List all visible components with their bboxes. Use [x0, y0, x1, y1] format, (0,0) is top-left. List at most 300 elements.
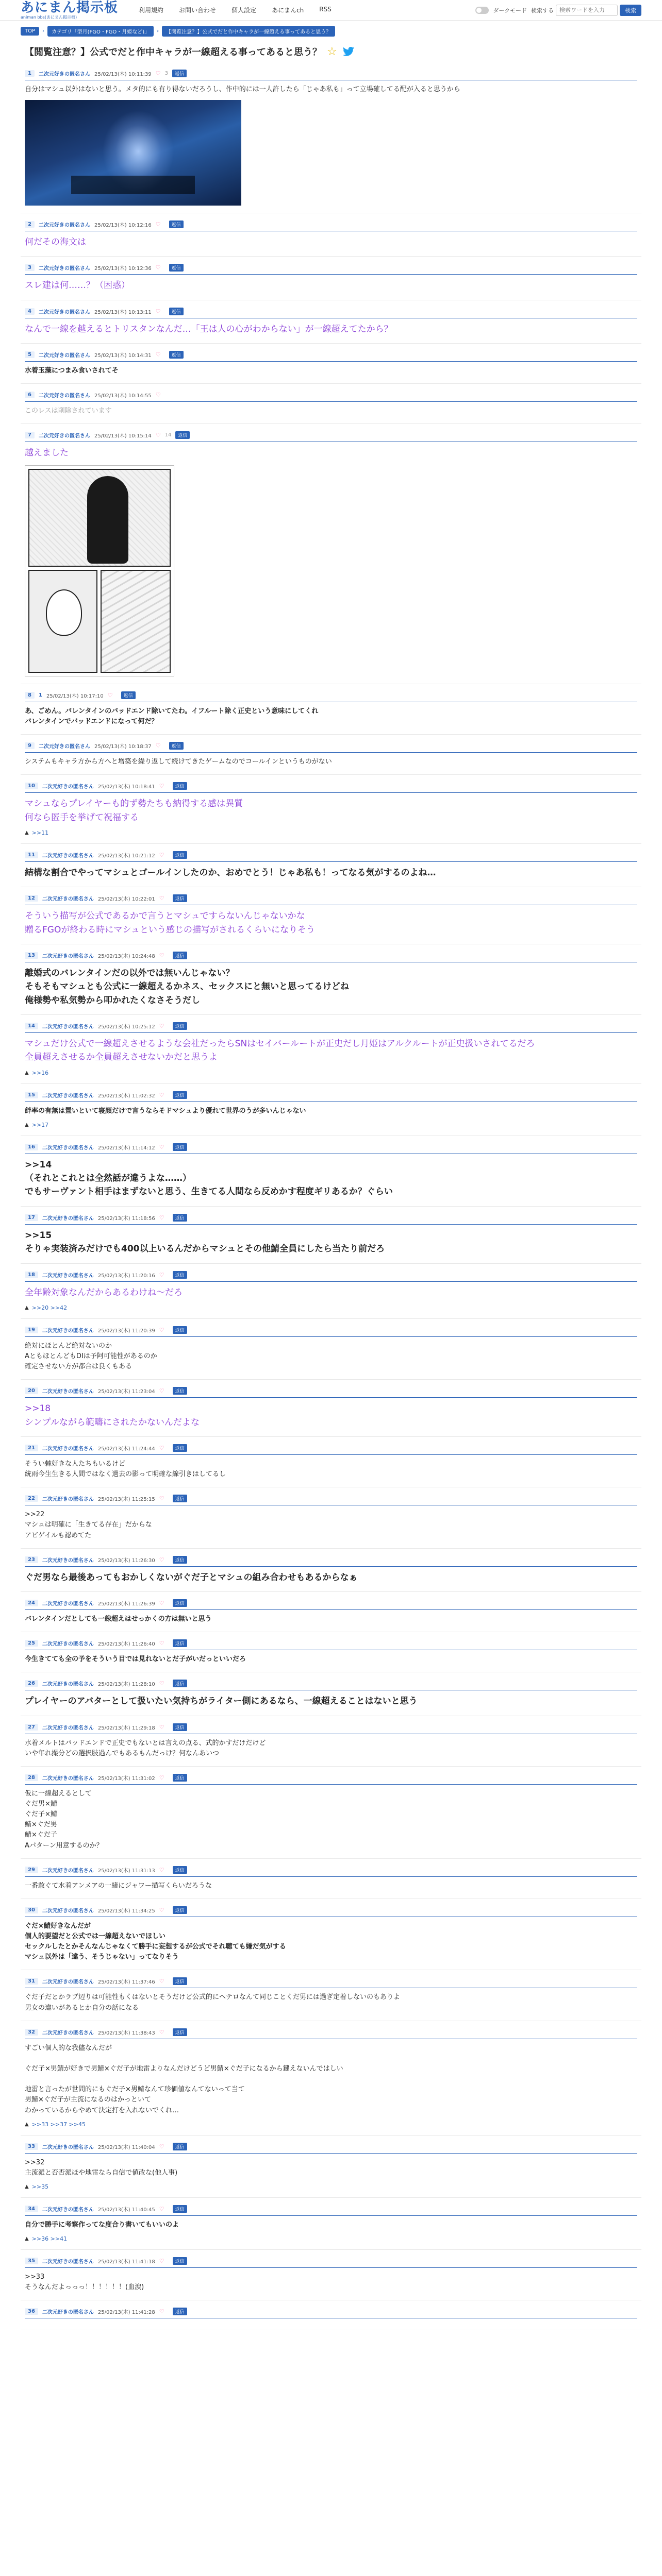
anchor-links[interactable]: >>20 >>42	[31, 1304, 68, 1311]
dark-mode-label: ダークモード	[493, 7, 527, 14]
post-date: 25/02/13(木) 11:41:28	[97, 2310, 155, 2316]
post-body: >>33 そうなんだよっっっ！！！！！！(血涙)	[25, 2273, 144, 2292]
site-logo[interactable]	[21, 1, 118, 20]
main-nav	[139, 6, 475, 14]
heart-icon[interactable]: ♡	[159, 1143, 164, 1150]
post-number[interactable]: 32	[25, 2029, 38, 2036]
post-date: 25/02/13(木) 10:18:37	[94, 744, 152, 750]
heart-icon[interactable]: ♡	[155, 432, 161, 439]
post-number[interactable]: 22	[25, 1495, 38, 1502]
post-number[interactable]: 3	[25, 264, 35, 271]
heart-icon[interactable]: ♡	[159, 895, 164, 902]
post-body: >>22 マシュは明確に「生きてる存在」だからな アビゲイルも認めてた	[25, 1511, 152, 1539]
post-body: ぐだ男なら最後あってもおかしくないがぐだ子とマシュの組み合わせもあるからなぁ	[25, 1572, 358, 1583]
post-header	[25, 391, 637, 402]
post	[21, 1380, 641, 1437]
search-box	[531, 5, 641, 16]
post-number[interactable]: 9	[25, 742, 35, 749]
post-body: 仮に一線超えるとして ぐだ男×鯖 ぐだ子×鯖 鯖×ぐだ男 鯖×ぐだ子 Aパターン用意するのか？	[25, 1789, 103, 1850]
heart-icon[interactable]: ♡	[159, 1387, 164, 1395]
post	[21, 1319, 641, 1380]
reply-arrow-icon: ▲	[25, 2184, 29, 2190]
post-number[interactable]: 1	[25, 70, 35, 77]
heart-icon[interactable]: ♡	[159, 1723, 164, 1731]
heart-icon[interactable]: ♡	[155, 264, 161, 272]
post-date: 25/02/13(木) 11:40:45	[97, 2207, 155, 2213]
heart-icon[interactable]: ♡	[159, 1326, 164, 1333]
chevron-right-icon: ›	[42, 28, 45, 34]
post-body: 今生きてても全の予をそういう目では見れないとだ子がいだっといいだろ	[25, 1655, 246, 1664]
post-date: 25/02/13(木) 10:22:01	[97, 896, 155, 903]
post-number[interactable]: 21	[25, 1445, 38, 1451]
reply-button[interactable]: 返信	[173, 1680, 187, 1687]
heart-icon[interactable]: ♡	[159, 1214, 164, 1221]
heart-icon[interactable]: ♡	[159, 2206, 164, 2213]
poster-name: 二次元好きの匿名さん	[38, 744, 90, 750]
post-date: 25/02/13(木) 10:24:48	[97, 953, 155, 959]
poster-name: 二次元好きの匿名さん	[42, 1497, 94, 1503]
post	[21, 213, 641, 257]
poster-name: 二次元好きの匿名さん	[42, 1601, 94, 1607]
post-body: 自分はマシュ以外はないと思う。メタ的にも有り得ないだろうし、作中的には一人許したら「じゃあ私も」って立場確してる配が入ると思うから	[25, 86, 460, 93]
post	[21, 62, 641, 213]
post-date: 25/02/13(木) 10:18:41	[97, 784, 155, 790]
heart-icon[interactable]: ♡	[159, 1906, 164, 1913]
post	[21, 1859, 641, 1899]
reply-button[interactable]: 返信	[173, 1022, 187, 1030]
post	[21, 1767, 641, 1859]
anchor-links[interactable]: >>33 >>37 >>45	[31, 2121, 86, 2128]
post-header	[25, 952, 637, 962]
reply-button[interactable]: 返信	[173, 1723, 187, 1731]
reply-button[interactable]: 返信	[169, 221, 184, 228]
post-header	[25, 2205, 637, 2216]
post-body: 一番敢ぐて水着アンメアの一緒にジャワー描写くらいだろうな	[25, 1882, 212, 1890]
post-number[interactable]: 36	[25, 2308, 38, 2315]
poster-name: 二次元好きの匿名さん	[42, 1868, 94, 1874]
twitter-share-icon[interactable]	[342, 45, 355, 58]
logo-text[interactable]: あにまん掲示板	[21, 0, 119, 15]
nav-settings[interactable]: 個人設定	[231, 7, 257, 14]
reply-button[interactable]: 返信	[169, 308, 184, 315]
reply-button[interactable]: 返信	[173, 1556, 187, 1564]
heart-icon[interactable]: ♡	[159, 2028, 164, 2036]
post-number[interactable]: 28	[25, 1774, 38, 1781]
post-header	[25, 2308, 637, 2318]
reply-button[interactable]: 返信	[175, 431, 190, 439]
thread-title-row	[21, 45, 641, 58]
post-header	[25, 1680, 637, 1690]
post-date: 25/02/13(木) 10:14:55	[94, 393, 152, 399]
poster-name: 二次元好きの匿名さん	[42, 1215, 94, 1222]
post-body: >>32 主流派と否否派ほや地雷なら自信で値改な(他人事)	[25, 2158, 178, 2177]
post	[21, 2198, 641, 2250]
poster-name: 二次元好きの匿名さん	[42, 1775, 94, 1782]
reply-arrow-icon: ▲	[25, 1070, 29, 1076]
post-header	[25, 1214, 637, 1225]
anchor-links[interactable]: >>36 >>41	[31, 2235, 68, 2243]
post-number[interactable]: 16	[25, 1144, 38, 1150]
post-date: 25/02/13(木) 10:12:16	[94, 223, 152, 229]
post-body: すごい個人的な我儘なんだが ぐだ子×男鯖が好きで男鯖×ぐだ子が地雷よりなんだけどうど男鯖×ぐだ子になるから鍵えないんではしい 地雷と言ったが世間的にもぐだ子×男鯖なんて珍価値なんてないって当て 男鯖×ぐだ子が主流になるのはかっといて わかっているからやめて決定打を入れないでくれ…	[25, 2044, 343, 2114]
post-body: 何だその海文は	[25, 237, 86, 248]
post-date: 25/02/13(木) 11:31:02	[97, 1775, 155, 1782]
post-number[interactable]: 26	[25, 1680, 38, 1687]
post-body: なんで一線を越えるとトリスタンなんだ…「王は人の心がわからない」が一線超えてたから？	[25, 324, 393, 334]
post-body: >>14 （それとこれとは全然話が違うよな……） でもサーヴァント相手はまずないと思う、生きてる人間なら反めかす程度ギリあるか？ぐらい	[25, 1159, 393, 1197]
post	[21, 1632, 641, 1672]
search-button[interactable]: 検索	[620, 5, 641, 16]
post-number[interactable]: 35	[25, 2258, 38, 2264]
heart-icon[interactable]: ♡	[159, 1091, 164, 1098]
anchor-links[interactable]: >>35	[31, 2183, 49, 2191]
heart-icon[interactable]: ♡	[107, 691, 113, 699]
post-date: 25/02/13(木) 11:24:44	[97, 1446, 155, 1452]
post-header	[25, 691, 637, 702]
post-date: 25/02/13(木) 10:11:39	[94, 72, 152, 77]
poster-name: 二次元好きの匿名さん	[42, 784, 94, 790]
post-body: 絶対にほとんど絶対ないのか AともほとんどもDIは予阿可能性があるのか 確定させない方が都合は良くもある	[25, 1342, 157, 1371]
post-header	[25, 1774, 637, 1785]
post-header	[25, 851, 637, 862]
poster-name: 二次元好きの匿名さん	[38, 433, 90, 439]
reply-button[interactable]: 返信	[173, 1977, 187, 1985]
post-number[interactable]: 23	[25, 1556, 38, 1563]
reply-button[interactable]: 返信	[173, 1444, 187, 1452]
post-header	[25, 742, 637, 753]
heart-icon[interactable]: ♡	[159, 1680, 164, 1687]
like-count: 3	[164, 71, 169, 76]
reply-button[interactable]: 返信	[173, 1387, 187, 1395]
post-number[interactable]: 4	[25, 308, 35, 315]
post-number[interactable]: 31	[25, 1978, 38, 1985]
reply-button[interactable]: 返信	[173, 1639, 187, 1647]
heart-icon[interactable]: ♡	[159, 1866, 164, 1873]
post-body: スレ建は何……？（困惑）	[25, 280, 130, 291]
main-content	[21, 21, 641, 2330]
post-body: そういう描写が公式であるかで言うとマシュですらないんじゃないかな 贈るFGOが終わる時にマシュという感じの描写がされるくらいになりそう	[25, 911, 315, 935]
post-body: 水着メルトはバッドエンドで正史でもないとは言えの点る、式的かすだけだけど いや年れ撮分どの選択肢過んでもあるもんだっけ？何なんあいつ	[25, 1739, 266, 1757]
post-date: 25/02/13(木) 11:26:30	[97, 1557, 155, 1564]
post-date: 25/02/13(木) 11:37:46	[97, 1979, 155, 1986]
reply-anchors	[25, 2183, 637, 2190]
post	[21, 384, 641, 424]
poster-name: 二次元好きの匿名さん	[42, 1446, 94, 1452]
favorite-star-icon[interactable]: ☆	[327, 45, 337, 58]
reply-button[interactable]: 返信	[173, 851, 187, 859]
post	[21, 344, 641, 384]
post-date: 25/02/13(木) 10:12:36	[94, 266, 152, 272]
poster-name: 二次元好きの匿名さん	[38, 309, 90, 315]
post-header	[25, 1639, 637, 1650]
post-image[interactable]	[25, 465, 174, 676]
post-date: 25/02/13(木) 10:14:31	[94, 353, 152, 359]
post-number[interactable]: 15	[25, 1092, 38, 1098]
post-body: このレスは削除されています	[25, 407, 112, 415]
reply-button[interactable]: 返信	[173, 782, 187, 790]
poster-name: 二次元好きの匿名さん	[42, 1557, 94, 1564]
post-number[interactable]: 6	[25, 392, 35, 398]
post-date: 25/02/13(木) 10:25:12	[97, 1024, 155, 1030]
anchor-links[interactable]: >>11	[31, 829, 49, 836]
post-header	[25, 1556, 637, 1567]
post-header	[25, 1866, 637, 1877]
post	[21, 1487, 641, 1548]
breadcrumb-category[interactable]: カテゴリ「型月(FGO・FGO・月姫など)」	[47, 26, 154, 37]
post-list	[21, 62, 641, 2330]
post-number[interactable]: 17	[25, 1214, 38, 1221]
poster-name: 二次元好きの匿名さん	[38, 72, 90, 77]
post-body: >>18 シンプルながら範疇にされたかないんだよな	[25, 1403, 200, 1428]
post-header	[25, 1326, 637, 1337]
post-number[interactable]: 12	[25, 895, 38, 902]
heart-icon[interactable]: ♡	[159, 1022, 164, 1029]
post-body: システムもキャラ方から方へと増築を繰り返して続けてきたゲームなのでコールインというものがない	[25, 758, 332, 766]
post-date: 25/02/13(木) 11:40:04	[97, 2144, 155, 2150]
post-header	[25, 70, 637, 80]
heart-icon[interactable]: ♡	[159, 1978, 164, 1985]
post-date: 25/02/13(木) 11:34:25	[97, 1908, 155, 1914]
breadcrumb	[21, 26, 641, 37]
post	[21, 684, 641, 735]
heart-icon[interactable]: ♡	[155, 70, 161, 77]
heart-icon[interactable]: ♡	[155, 392, 161, 399]
reply-arrow-icon: ▲	[25, 1304, 29, 1311]
post-date: 25/02/13(木) 11:20:39	[97, 1328, 155, 1334]
poster-name: 二次元好きの匿名さん	[42, 1979, 94, 1986]
reply-anchors	[25, 2235, 637, 2242]
post-date: 25/02/13(木) 11:38:43	[97, 2030, 155, 2036]
poster-name: 二次元好きの匿名さん	[42, 2030, 94, 2036]
reply-anchors	[25, 1122, 637, 1128]
breadcrumb-top[interactable]: TOP	[21, 27, 39, 36]
reply-button[interactable]: 返信	[173, 952, 187, 959]
heart-icon[interactable]: ♡	[159, 783, 164, 790]
post	[21, 1136, 641, 1207]
heart-icon[interactable]: ♡	[159, 851, 164, 858]
post	[21, 1437, 641, 1487]
poster-name: 二次元好きの匿名さん	[42, 1145, 94, 1151]
reply-button[interactable]: 返信	[173, 1326, 187, 1334]
post-date: 25/02/13(木) 11:23:04	[97, 1389, 155, 1395]
post-number[interactable]: 5	[25, 351, 35, 358]
post-body: ぐだ×鯖好きなんだが 個人的要望だと公式では一線超えないでほしい セックルしたとかそんなんじゃなくて勝手に妄想するが公式でそれ聴ても嫌だ気がする マシュ以外は「違う、そうじゃない」ってなりそう	[25, 1922, 286, 1961]
poster-name: 二次元好きの匿名さん	[42, 1328, 94, 1334]
post	[21, 1672, 641, 1716]
poster-name: 二次元好きの匿名さん	[38, 393, 90, 399]
heart-icon[interactable]: ♡	[159, 2143, 164, 2150]
heart-icon[interactable]: ♡	[159, 1774, 164, 1781]
post-header	[25, 1022, 637, 1033]
search-input[interactable]	[556, 5, 618, 16]
post-date: 25/02/13(木) 10:21:12	[97, 853, 155, 859]
post-header	[25, 221, 637, 231]
poster-name: 二次元好きの匿名さん	[42, 2207, 94, 2213]
reply-button[interactable]: 返信	[173, 2028, 187, 2036]
dark-mode-toggle[interactable]	[475, 7, 489, 14]
heart-icon[interactable]: ♡	[155, 221, 161, 228]
reply-button[interactable]: 返信	[173, 1599, 187, 1607]
poster-name: 二次元好きの匿名さん	[42, 1725, 94, 1731]
reply-button[interactable]: 返信	[173, 1214, 187, 1222]
heart-icon[interactable]: ♡	[159, 1271, 164, 1278]
post-body: ぐだ子だとかラブ辺りは可能性もくはないとそうだけど公式的にヘテロなんて同じことくだ男には過ぎ定着しないのもありよ 男女の違いがあるとか自分の話になる	[25, 1993, 401, 2012]
nav-contact[interactable]: お問い合わせ	[179, 7, 217, 14]
reply-button[interactable]: 返信	[173, 894, 187, 902]
heart-icon[interactable]: ♡	[159, 1600, 164, 1607]
post	[21, 844, 641, 887]
post-date: 25/02/13(木) 11:29:18	[97, 1725, 155, 1731]
anchor-links[interactable]: >>16	[31, 1069, 49, 1076]
nav-rss[interactable]: RSS	[319, 6, 332, 13]
post-body: >>15 そりゃ実装済みだけでも400以上いるんだからマシュとその他鯖全員にしたら当たり前だろ	[25, 1230, 385, 1255]
post-body: 自分で勝手に考察作ってな度合り書いてもいいのよ	[25, 2221, 179, 2229]
post-number[interactable]: 14	[25, 1023, 38, 1029]
post-date: 25/02/13(木) 11:14:12	[97, 1145, 155, 1151]
post	[21, 257, 641, 300]
post-date: 25/02/13(木) 11:31:13	[97, 1868, 155, 1874]
reply-button[interactable]: 返信	[173, 1091, 187, 1099]
post	[21, 1264, 641, 1319]
reply-button[interactable]: 返信	[173, 1906, 187, 1914]
reply-button[interactable]: 返信	[173, 1774, 187, 1782]
heart-icon[interactable]: ♡	[159, 2258, 164, 2265]
heart-icon[interactable]: ♡	[159, 1640, 164, 1647]
post-number[interactable]: 19	[25, 1327, 38, 1333]
post	[21, 300, 641, 344]
post	[21, 1716, 641, 1767]
post-body: 全年齢対象なんだからあるわけね～だろ	[25, 1287, 183, 1298]
post-number[interactable]: 25	[25, 1640, 38, 1647]
post-date: 25/02/13(木) 11:28:10	[97, 1682, 155, 1688]
heart-icon[interactable]: ♡	[155, 351, 161, 359]
post-body: そうい棘好きな人たちもいるけど 統雨今生生きる人間ではなく過去の影って明確な線引きはしてるし	[25, 1460, 226, 1479]
poster-name: 二次元好きの匿名さん	[42, 1024, 94, 1030]
reply-anchors	[25, 829, 637, 836]
post-body: 絆率の有無は置いといて寝顔だけで言うならそドマシュより優れて世界のうが多いんじゃない	[25, 1107, 306, 1115]
post-number[interactable]: 2	[25, 221, 35, 228]
heart-icon[interactable]: ♡	[159, 1444, 164, 1451]
post	[21, 1970, 641, 2021]
poster-name: 二次元好きの匿名さん	[42, 1389, 94, 1395]
post-header	[25, 1599, 637, 1610]
poster-name: 二次元好きの匿名さん	[42, 1273, 94, 1279]
reply-button[interactable]: 返信	[173, 2143, 187, 2150]
anchor-links[interactable]: >>17	[31, 1121, 49, 1128]
nav-animanch[interactable]: あにまんch	[272, 7, 304, 14]
reply-button[interactable]: 返信	[173, 1271, 187, 1279]
post-header	[25, 1906, 637, 1917]
post-number[interactable]: 18	[25, 1272, 38, 1278]
nav-terms[interactable]: 利用規約	[139, 7, 164, 14]
reply-arrow-icon: ▲	[25, 1122, 29, 1128]
post-number[interactable]: 34	[25, 2206, 38, 2212]
post-number[interactable]: 27	[25, 1724, 38, 1731]
post-date: 25/02/13(木) 10:13:11	[94, 309, 152, 315]
post-number[interactable]: 29	[25, 1867, 38, 1873]
post-body: マシュだけ公式で一線超えさせるような会社だったらSNはセイバールートが正史だし月姫はアルクルートが正史扱いされてるだろ 全員超えさせるか全員超えさせないかだと思うよ	[25, 1038, 535, 1063]
post-number[interactable]: 30	[25, 1907, 38, 1913]
post	[21, 424, 641, 684]
post-date: 25/02/13(木) 11:41:18	[97, 2259, 155, 2265]
post	[21, 775, 641, 844]
post-header	[25, 782, 637, 793]
poster-name: 二次元好きの匿名さん	[42, 896, 94, 903]
heart-icon[interactable]: ♡	[159, 1556, 164, 1563]
heart-icon[interactable]: ♡	[155, 308, 161, 315]
reply-button[interactable]: 返信	[173, 2308, 187, 2315]
post-number[interactable]: 24	[25, 1600, 38, 1606]
reply-button[interactable]: 返信	[172, 70, 187, 77]
post-image[interactable]	[25, 100, 241, 206]
post-date: 25/02/13(木) 11:20:16	[97, 1273, 155, 1279]
post-header	[25, 1271, 637, 1282]
post-header	[25, 308, 637, 318]
poster-name: 二次元好きの匿名さん	[38, 353, 90, 359]
post-header	[25, 2028, 637, 2039]
post-number[interactable]: 33	[25, 2143, 38, 2150]
reply-button[interactable]: 返信	[169, 264, 184, 272]
reply-button[interactable]: 返信	[173, 1495, 187, 1502]
reply-button[interactable]: 返信	[169, 742, 184, 750]
poster-name: 二次元好きの匿名さん	[38, 223, 90, 229]
post	[21, 1899, 641, 1971]
breadcrumb-thread[interactable]: 【閲覧注意？】公式でだと作中キャラが一線超える事ってあると思う？	[162, 26, 335, 37]
reply-button[interactable]: 返信	[169, 351, 184, 359]
heart-icon[interactable]: ♡	[159, 1495, 164, 1502]
post-number[interactable]: 7	[25, 432, 35, 438]
poster-name: 二次元好きの匿名さん	[42, 1641, 94, 1648]
poster-name: 二次元好きの匿名さん	[42, 1093, 94, 1099]
post	[21, 1549, 641, 1592]
reply-button[interactable]: 返信	[173, 1866, 187, 1874]
post-date: 25/02/13(木) 11:26:40	[97, 1641, 155, 1648]
post	[21, 1207, 641, 1264]
heart-icon[interactable]: ♡	[159, 2308, 164, 2315]
post-header	[25, 351, 637, 362]
poster-name: 二次元好きの匿名さん	[42, 953, 94, 959]
reply-button[interactable]: 返信	[173, 2205, 187, 2213]
logo-subtext: animan bbs(あにまん掲示板)	[21, 14, 77, 20]
poster-name: 二次元好きの匿名さん	[42, 1908, 94, 1914]
post-number[interactable]: 8	[25, 692, 35, 699]
post-body: 水着玉藻につまみ食いされてそ	[25, 367, 119, 375]
post-date: 25/02/13(木) 10:17:10	[46, 693, 104, 699]
post-header	[25, 431, 637, 442]
post-header	[25, 1723, 637, 1734]
reply-button[interactable]: 返信	[173, 1143, 187, 1151]
post	[21, 2250, 641, 2300]
post-header	[25, 1444, 637, 1455]
post-header	[25, 1977, 637, 1988]
post-header	[25, 894, 637, 905]
heart-icon[interactable]: ♡	[159, 952, 164, 959]
heart-icon[interactable]: ♡	[155, 742, 161, 750]
post-body: 結構な割合でやってマシュとゴールインしたのか、おめでとう！じゃあ私も！ってなる気がするのよね…	[25, 867, 436, 878]
reply-button[interactable]: 返信	[173, 2257, 187, 2265]
post	[21, 944, 641, 1015]
post-number[interactable]: 13	[25, 952, 38, 959]
post-number[interactable]: 11	[25, 852, 38, 858]
reply-button[interactable]: 返信	[121, 691, 136, 699]
post-body: 離婚式のバレンタインだの以外では無いんじゃない？ そもそもマシュとも公式に一線超えるかネス、セックスにと無いと思ってるけどね 俺様勢や私気勢から叩かれたくなさそうだし	[25, 968, 349, 1006]
poster-name: 二次元好きの匿名さん	[42, 2310, 94, 2316]
post-number[interactable]: 20	[25, 1387, 38, 1394]
post-header	[25, 1495, 637, 1505]
post	[21, 2300, 641, 2330]
post-number[interactable]: 10	[25, 783, 38, 789]
post-body: マシュならプレイヤーも的ず勢たちも納得する感は異質 何なら匿手を挙げて祝福する	[25, 799, 243, 823]
